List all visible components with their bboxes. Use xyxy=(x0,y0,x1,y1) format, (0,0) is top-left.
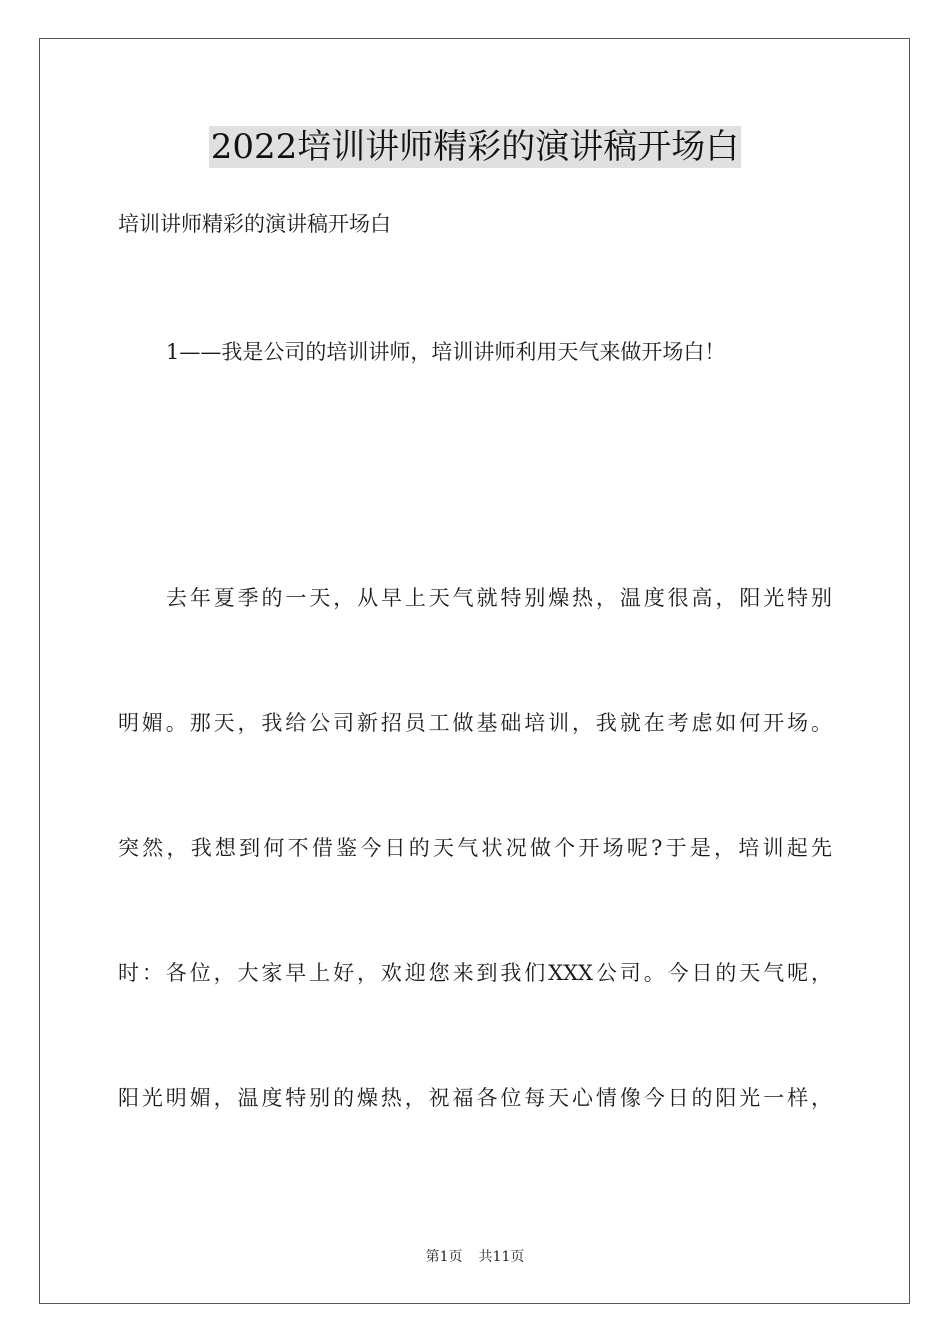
body-line-5: 阳光明媚，温度特别的燥热，祝福各位每天心情像今日的阳光一样， xyxy=(118,1086,832,1110)
paragraph-heading-line: 1——我是公司的培训讲师，培训讲师利用天气来做开场白！ xyxy=(166,340,726,364)
body-line-4: 时：各位，大家早上好，欢迎您来到我们XXX公司。今日的天气呢， xyxy=(118,961,832,985)
page-number: 第1页 xyxy=(425,1249,463,1265)
document-title: 2022培训讲师精彩的演讲稿开场白 xyxy=(210,127,740,167)
page-footer xyxy=(0,1247,950,1267)
body-line-1: 去年夏季的一天，从早上天气就特别燥热，温度很高，阳光特别 xyxy=(166,586,832,610)
body-line-3: 突然，我想到何不借鉴今日的天气状况做个开场呢?于是，培训起先 xyxy=(118,836,832,860)
body-line-2: 明媚。那天，我给公司新招员工做基础培训，我就在考虑如何开场。 xyxy=(118,711,832,735)
subtitle-line: 培训讲师精彩的演讲稿开场白 xyxy=(118,212,391,236)
page-total: 共11页 xyxy=(478,1249,525,1265)
title-container xyxy=(0,126,950,168)
